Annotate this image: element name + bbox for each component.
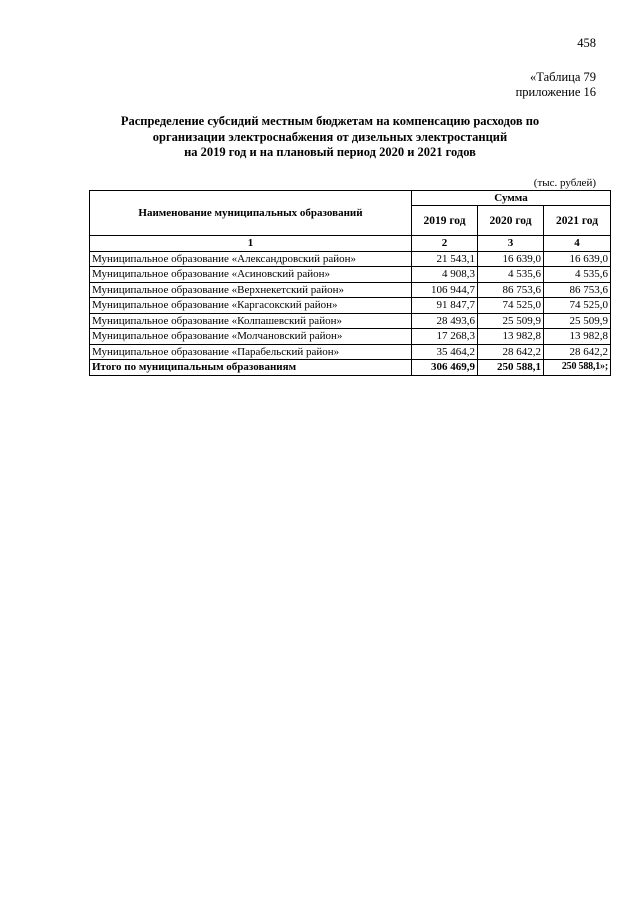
value-2021: 74 525,0 <box>544 298 611 314</box>
header-name-column: Наименование муниципальных образований <box>90 191 412 236</box>
municipality-name: Муниципальное образование «Молчановский район» <box>90 329 412 345</box>
total-2019: 306 469,9 <box>412 360 478 376</box>
value-2019: 28 493,6 <box>412 313 478 329</box>
header-year-2020: 2020 год <box>478 206 544 236</box>
table-ref-line2: приложение 16 <box>515 85 596 99</box>
municipality-name: Муниципальное образование «Александровский район» <box>90 251 412 267</box>
table-row <box>90 329 611 345</box>
table-row <box>90 282 611 298</box>
value-2021: 16 639,0 <box>544 251 611 267</box>
title-line3: на 2019 год и на плановый период 2020 и 2021 годов <box>184 145 476 159</box>
table-row <box>90 267 611 283</box>
title-line1: Распределение субсидий местным бюджетам на компенсацию расходов по <box>120 114 540 128</box>
value-2020: 13 982,8 <box>478 329 544 345</box>
subsidies-table <box>89 190 611 376</box>
value-2020: 16 639,0 <box>478 251 544 267</box>
value-2020: 74 525,0 <box>478 298 544 314</box>
value-2019: 21 543,1 <box>412 251 478 267</box>
total-2021: 250 588,1»; <box>544 360 611 376</box>
page-number: 458 <box>577 36 596 50</box>
municipality-name: Муниципальное образование «Каргасокский район» <box>90 298 412 314</box>
total-row <box>90 360 611 376</box>
header-sum: Сумма <box>412 191 611 206</box>
value-2020: 25 509,9 <box>478 313 544 329</box>
value-2021: 4 535,6 <box>544 267 611 283</box>
value-2019: 4 908,3 <box>412 267 478 283</box>
column-number-row <box>90 236 611 252</box>
value-2019: 17 268,3 <box>412 329 478 345</box>
table-ref-line1: «Таблица 79 <box>530 70 596 84</box>
value-2020: 28 642,2 <box>478 344 544 360</box>
value-2020: 4 535,6 <box>478 267 544 283</box>
units-label: (тыс. рублей) <box>533 177 596 189</box>
value-2021: 13 982,8 <box>544 329 611 345</box>
municipality-name: Муниципальное образование «Парабельский район» <box>90 344 412 360</box>
total-label: Итого по муниципальным образованиям <box>90 360 412 376</box>
document-title <box>60 114 600 161</box>
column-number: 3 <box>478 236 544 252</box>
value-2019: 106 944,7 <box>412 282 478 298</box>
title-line2: организации электроснабжения от дизельных электростанций <box>152 129 508 144</box>
table-row <box>90 313 611 329</box>
municipality-name: Муниципальное образование «Асиновский район» <box>90 267 412 283</box>
header-year-2019: 2019 год <box>412 206 478 236</box>
table-row <box>90 298 611 314</box>
column-number: 1 <box>90 236 412 252</box>
value-2021: 25 509,9 <box>544 313 611 329</box>
table-row <box>90 251 611 267</box>
total-2020: 250 588,1 <box>478 360 544 376</box>
column-number: 2 <box>412 236 478 252</box>
table-row <box>90 344 611 360</box>
municipality-name: Муниципальное образование «Верхнекетский район» <box>90 282 412 298</box>
column-number: 4 <box>544 236 611 252</box>
table-reference <box>516 70 596 100</box>
value-2019: 91 847,7 <box>412 298 478 314</box>
municipality-name: Муниципальное образование «Колпашевский район» <box>90 313 412 329</box>
header-year-2021: 2021 год <box>544 206 611 236</box>
value-2021: 86 753,6 <box>544 282 611 298</box>
value-2020: 86 753,6 <box>478 282 544 298</box>
value-2021: 28 642,2 <box>544 344 611 360</box>
value-2019: 35 464,2 <box>412 344 478 360</box>
